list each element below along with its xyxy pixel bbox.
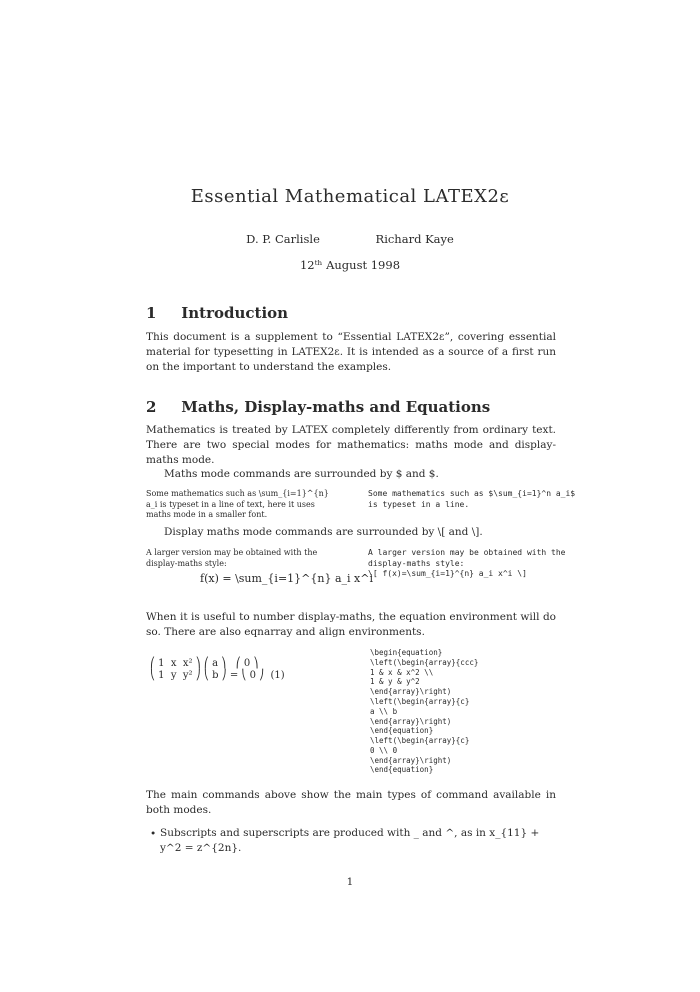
display-equation: f(x) = \sum_{i=1}^{n} a_i x^i	[200, 572, 373, 585]
introduction-paragraph: This document is a supplement to “Essential LATEX2ε”, covering essential material for typesetting in LATEX2ε. It is intended as a source of a first run on the important to understand the examples.	[146, 331, 556, 373]
author-name: D. P. Carlisle	[246, 232, 320, 246]
paper-title: Essential Mathematical LATEX2ε	[190, 186, 510, 207]
display-maths-intro: Display maths mode commands are surrounded by \[ and \].	[164, 526, 483, 538]
list-bullet-icon: •	[150, 828, 157, 840]
author-name: Richard Kaye	[375, 232, 454, 246]
equation-code-block-2: \left(\begin{array}{c} 0 \\ 0 \end{array}\right) \end{equation}	[370, 736, 470, 775]
inline-maths-example-left: Some mathematics such as \sum_{i=1}^{n} a_i is typeset in a line of text, here it uses maths mode in a smaller font.	[146, 489, 329, 519]
page-number: 1	[346, 876, 354, 888]
display-maths-example-right: A larger version may be obtained with the display-maths style: \[ f(x)=\sum_{i=1}^{n} a_i x^i \]	[368, 548, 566, 578]
inline-maths-example-right: Some mathematics such as $\sum_{i=1}^n a_i$ is typeset in a line.	[368, 489, 576, 509]
equation-intro-paragraph: When it is useful to number display-maths, the equation environment will do so. There are also eqnarray and align environments.	[146, 611, 556, 638]
matrix-equation: ⎛ 1 x x² ⎞ ⎛ a ⎞ ⎛ 0 ⎞ ⎝ 1 y y² ⎠ ⎝ b ⎠ = ⎝ 0 ⎠ (1)	[150, 658, 285, 681]
list-item: Subscripts and superscripts are produced with _ and ^, as in x_{11} + y^2 = z^{2n}.	[160, 827, 540, 854]
section-number: 1	[146, 304, 157, 322]
paper-date: 12ᵗʰ August 1998	[299, 258, 401, 272]
display-maths-example-left: A larger version may be obtained with the display-maths style:	[146, 548, 318, 568]
section-heading-introduction	[146, 304, 288, 322]
section-title: Maths, Display-maths and Equations	[181, 398, 491, 416]
section-title: Introduction	[181, 304, 289, 322]
inline-maths-intro: Maths mode commands are surrounded by $ and $.	[164, 468, 439, 480]
maths-intro-paragraph: Mathematics is treated by LATEX completely differently from ordinary text. There are two special modes for mathematics: maths mode and display-maths mode.	[146, 424, 556, 466]
author-list	[0, 232, 700, 246]
section-number: 2	[146, 398, 157, 416]
equation-code-block-1: \begin{equation} \left(\begin{array}{ccc} 1 & x & x^2 \\ 1 & y & y^2 \end{array}\right) \left(\begin{array}{c} a \\ b \end{array}\right) \end{equation}	[370, 648, 479, 736]
section-heading-maths	[146, 398, 490, 416]
closing-paragraph: The main commands above show the main types of command available in both modes.	[146, 789, 556, 816]
